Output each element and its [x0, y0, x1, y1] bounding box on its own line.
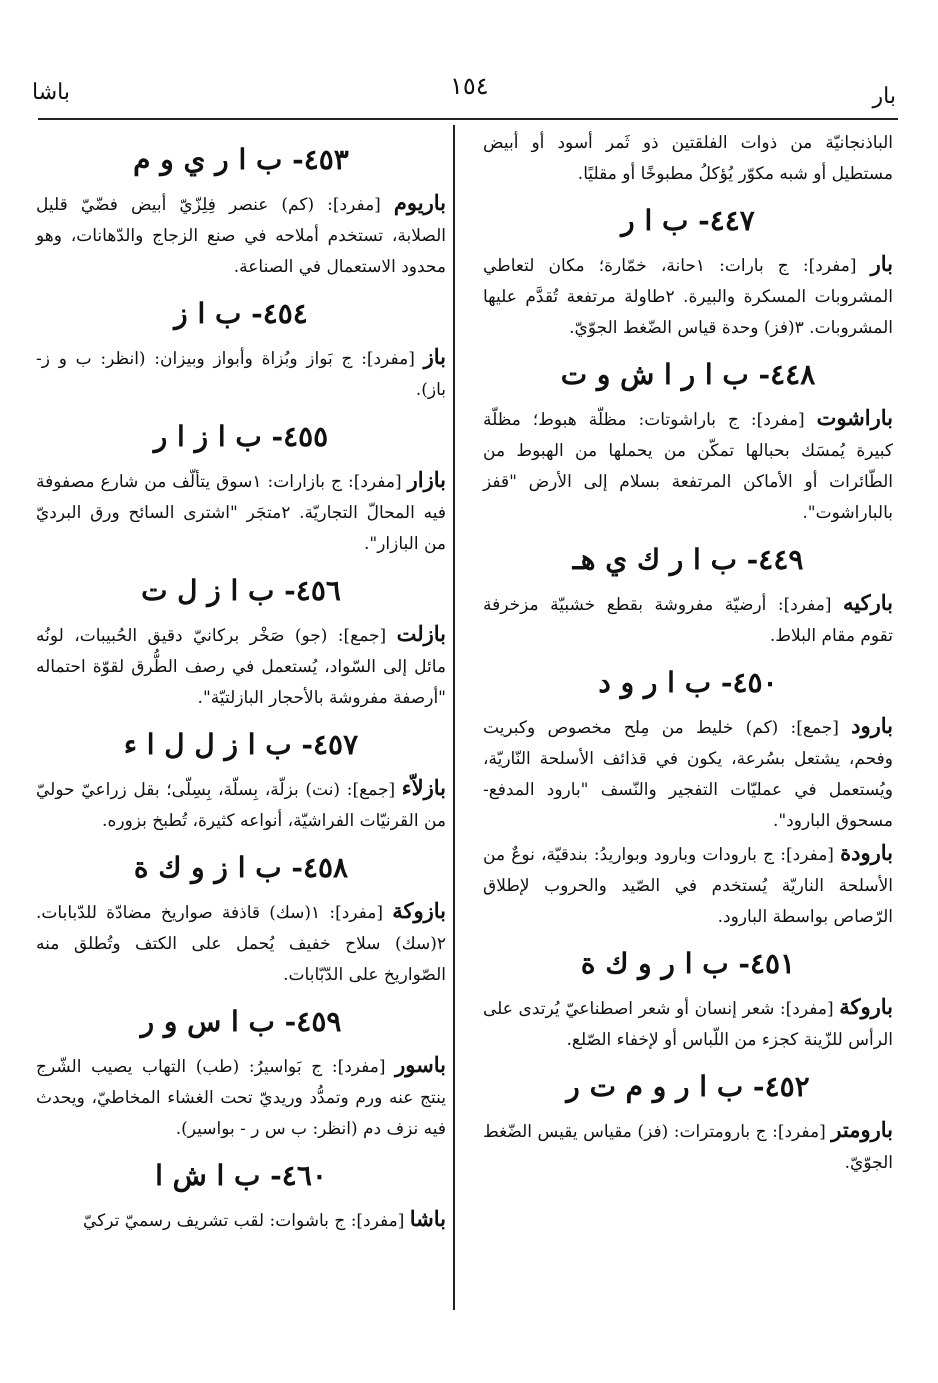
- dictionary-entry: [36, 895, 446, 991]
- entry-definition: [مفرد]: ج بَواز وبُزاة وأبواز وبيزان: (انظر: ب و ز- باز).: [36, 349, 446, 400]
- running-head-left: باشا: [32, 80, 70, 105]
- section-heading: ٤٥٢- ب ا ر و م ت ر: [566, 1070, 810, 1103]
- entry-definition: [مفرد]: (كم) عنصر فِلِزّيّ أبيض فضّيّ قليل الصلابة، تستخدم أملاحه في صنع الزجاج والدّهانات، وهو محدود الاستعمال في الصناعة.: [36, 195, 446, 277]
- dictionary-entry: [483, 991, 893, 1056]
- entry-definition: [جمع]: (نت) بزلّة، بِسلّة، بِسِلّى؛ بقل زراعيّ حوليّ من القرنيّات الفراشيّة، أنواعه كثيرة، تُطبخ بزوره.: [36, 780, 446, 831]
- entry-headword: باز: [423, 344, 446, 369]
- entry-definition: [مفرد]: ج بارودات وبارود وبواريدُ: بندقيّة، نوعٌ من الأسلحة الناريّة يُستخدم في الصّيد والحروب لإطلاق الرّصاص بواسطة البارود.: [483, 845, 893, 927]
- entry-definition: [مفرد]: ج بازارات: ١سوق يتألّف من شارع مصفوفة فيه المحالّ التجاريّة. ٢متجَر "اشترى السائح ورق البرديّ من البازار".: [36, 472, 446, 554]
- entry-definition: [جمع]: (كم) خليط من مِلح مخصوص وكبريت وفحم، يشتعل بسُرعة، يكون في قذائف الأسلحة النّاريّة، ويُستعمل في عمليّات التفجير والنّسف "بارود المدفع- مسحوق البارود".: [483, 718, 893, 831]
- entry-definition: [مفرد]: ج باراشوتات: مظلّة هبوط؛ مظلّة كبيرة يُمسَك بحبالها تمكّن من يحملها من الهبوط من الطّائرات أو الأماكن المرتفعة بسلام إلى الأرض "قفز بالباراشوت".: [483, 410, 893, 523]
- running-head-right: بار: [872, 84, 896, 109]
- entry-definition: [مفرد]: أرضيّة مفروشة بقطع خشبيّة مزخرفة تقوم مقام البلاط.: [483, 595, 893, 646]
- section-heading: ٤٥٨- ب ا ز و ك ة: [133, 851, 349, 884]
- continued-text: الباذنجانيّة من ذوات الفلقتين ذو ثَمر أسود أو أبيض مستطيل أو شبه مكوّر يُؤكلُ مطبوخًا أو مقليًا.: [483, 133, 893, 184]
- section-heading: ٤٥٤- ب ا ز: [174, 297, 308, 330]
- entry-headword: باسور: [395, 1052, 446, 1077]
- entry-definition: [مفرد]: ١(سك) قاذفة صواريخ مضادّة للدّبابات. ٢(سك) سلاح خفيف يُحمل على الكتف وتُطلق منه الصّواريخ على الدّبّابات.: [36, 903, 446, 985]
- dictionary-entry: [36, 341, 446, 406]
- entry-headword: باشا: [409, 1206, 446, 1231]
- dictionary-entry: [36, 1203, 446, 1237]
- column-divider: [453, 125, 455, 1310]
- section-heading: ٤٥٦- ب ا ز ل ت: [141, 574, 341, 607]
- section-heading: ٤٥١- ب ا ر و ك ة: [580, 947, 796, 980]
- entry-definition: [مفرد]: ج بَواسيرُ: (طب) التهاب يصيب الشّرج ينتج عنه ورم وتمدُّد وريديّ تحت الغشاء المخاطيّ، ويحدث فيه نزف دم (انظر: ب س ر - بواسير).: [36, 1057, 446, 1139]
- section-heading: ٤٥٥- ب ا ز ا ر: [153, 420, 329, 453]
- dictionary-entry: [483, 1114, 893, 1179]
- entry-headword: بازوكة: [392, 898, 446, 923]
- entry-definition: [جمع]: (جو) صَخْر بركانيّ دقيق الحُبيبات، لونُه مائل إلى السّواد، يُستعمل في رصف الطُّرق لقوّة احتماله "أرصفة مفروشة بالأحجار البازلتيّة".: [36, 626, 446, 708]
- left-column: [36, 128, 446, 1237]
- dictionary-entry: [483, 587, 893, 652]
- header-rule: [38, 118, 898, 120]
- dictionary-entry: [36, 1049, 446, 1145]
- page-header: [30, 70, 910, 110]
- dictionary-entry: [36, 464, 446, 560]
- entry-definition: [مفرد]: شعر إنسان أو شعر اصطناعيّ يُرتدى على الرأس للزّينة كجزء من اللّباس أو لإخفاء الصّلع.: [483, 999, 893, 1050]
- dictionary-entry: [36, 187, 446, 283]
- entry-definition: [مفرد]: ج بارات: ١حانة، خمّارة؛ مكان لتعاطي المشروبات المسكرة والبيرة. ٢طاولة مرتفعة تُقدَّم عليها المشروبات. ٣(فز) وحدة قياس الضّغط الجوّيّ.: [483, 256, 893, 338]
- entry-headword: باراشوت: [816, 405, 893, 430]
- entry-definition: [مفرد]: ج بارومترات: (فز) مقياس يقيس الضّغط الجوّيّ.: [483, 1122, 893, 1173]
- section-heading: ٤٦٠- ب ا ش ا: [155, 1159, 327, 1192]
- right-column: [483, 128, 893, 1179]
- dictionary-entry: [483, 248, 893, 344]
- section-heading: ٤٥٣- ب ا ر ي و م: [133, 143, 349, 176]
- entry-headword: باروكة: [839, 994, 893, 1019]
- dictionary-entry: [483, 402, 893, 529]
- section-heading: ٤٥٩- ب ا س و ر: [140, 1005, 342, 1038]
- entry-definition: [مفرد]: ج باشوات: لقب تشريف رسميّ تركيّ: [83, 1211, 410, 1231]
- entry-headword: بازلت: [396, 621, 446, 646]
- section-heading: ٤٤٩- ب ا ر ك ي هـ: [572, 543, 804, 576]
- page-number: ١٥٤: [450, 72, 489, 100]
- section-heading: ٤٥٧- ب ا ز ل ل ا ء: [123, 728, 359, 761]
- dictionary-entry: [36, 772, 446, 837]
- entry-headword: بازلاّء: [401, 775, 446, 800]
- entry-headword: بازار: [407, 467, 446, 492]
- entry-headword: بار: [870, 251, 893, 276]
- entry-headword: بارومتر: [831, 1117, 893, 1142]
- dictionary-entry: [483, 710, 893, 837]
- entry-headword: باركيه: [843, 590, 893, 615]
- entry-headword: بارود: [851, 713, 893, 738]
- entry-headword: باريوم: [393, 190, 446, 215]
- section-heading: ٤٤٨- ب ا ر ا ش و ت: [560, 358, 816, 391]
- entry-headword: بارودة: [840, 840, 893, 865]
- section-heading: ٤٤٧- ب ا ر: [621, 204, 755, 237]
- dictionary-entry: [483, 837, 893, 933]
- section-heading: ٤٥٠- ب ا ر و د: [598, 666, 778, 699]
- dictionary-entry: [36, 618, 446, 714]
